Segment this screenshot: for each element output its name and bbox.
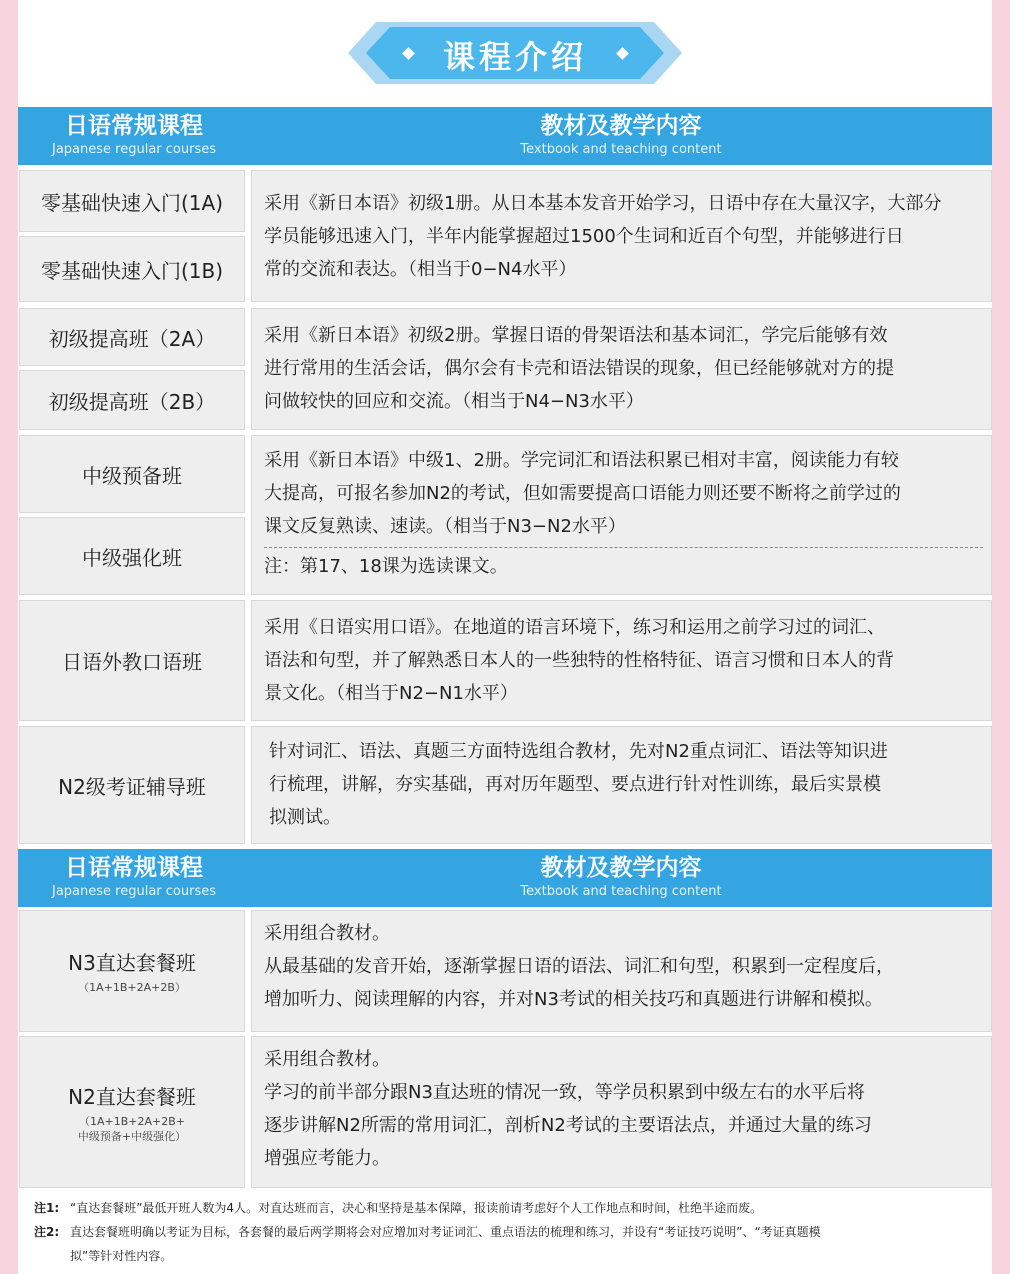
content-line: 拟测试。 [269, 807, 341, 828]
course-subtitle: （1A+1B+2A+2B+ [78, 1114, 185, 1128]
content-line: 大提高，可报名参加N2的考试，但如需要提高口语能力则还要不断将之前学过的 [264, 483, 901, 504]
header-right-subtitle: Textbook and teaching content [520, 142, 722, 157]
course-content-cell [251, 170, 992, 302]
content-line: 采用《新日本语》初级1册。从日本基本发音开始学习，日语中存在大量汉字，大部分 [264, 193, 942, 214]
content-line: 逐步讲解N2所需的常用词汇，剖析N2考试的主要语法点，并通过大量的练习 [264, 1115, 872, 1136]
course-name: N2级考证辅导班 [58, 774, 206, 799]
course-name: 零基础快速入门(1A) [40, 190, 223, 215]
content-line: 采用《日语实用口语》。在地道的语言环境下，练习和运用之前学习过的词汇、 [264, 617, 885, 638]
content-line: 采用《新日本语》初级2册。掌握日语的骨架语法和基本词汇，学完后能够有效 [264, 325, 888, 346]
content-line: 从最基础的发音开始，逐渐掌握日语的语法、词汇和句型，积累到一定程度后， [264, 956, 894, 977]
header-right-subtitle: Textbook and teaching content [520, 884, 722, 899]
course-name-cell [19, 1036, 245, 1188]
course-content-cell [251, 1036, 992, 1188]
course-name-cell [19, 370, 245, 430]
course-content-cell [251, 600, 992, 721]
course-name: 中级强化班 [82, 545, 182, 570]
content-line: 采用组合教材。 [264, 1049, 390, 1070]
footnote-text: “直达套餐班”最低开班人数为4人。对直达班而言，决心和坚持是基本保障，报读前请考虑好个人工作地点和时间，杜绝半途而废。 [70, 1201, 763, 1215]
content-line: 采用《新日本语》中级1、2册。学完词汇和语法积累已相对丰富，阅读能力有较 [264, 450, 899, 471]
course-content-cell [251, 910, 992, 1032]
course-content-cell [251, 435, 992, 595]
content-line: 增强应考能力。 [264, 1148, 390, 1169]
course-name: N2直达套餐班 [68, 1084, 196, 1109]
footnote-2 [34, 1220, 974, 1268]
title-banner [348, 22, 682, 84]
page-title: 课程介绍 [442, 38, 587, 76]
header-left-subtitle: Japanese regular courses [52, 142, 216, 157]
footnote-1 [34, 1196, 974, 1220]
dashed-divider [264, 547, 983, 548]
course-name-cell [19, 435, 245, 513]
footnote-text-cont: 拟”等针对性内容。 [70, 1249, 173, 1263]
section-header [18, 107, 992, 165]
course-name-cell [19, 910, 245, 1032]
course-name: 中级预备班 [82, 463, 182, 488]
content-line: 采用组合教材。 [264, 923, 390, 944]
content-line: 增加听力、阅读理解的内容，并对N3考试的相关技巧和真题进行讲解和模拟。 [264, 989, 883, 1010]
course-name-cell [19, 236, 245, 302]
header-right-title: 教材及教学内容 [540, 113, 702, 139]
course-name-cell [19, 600, 245, 721]
header-left-title: 日语常规课程 [65, 855, 203, 881]
content-line: 问做较快的回应和交流。（相当于N4−N3水平） [264, 391, 644, 412]
footnote-key: 注1: [34, 1201, 60, 1215]
content-line: 学员能够迅速入门，半年内能掌握超过1500个生词和近百个句型，并能够进行日 [264, 226, 904, 247]
course-name-cell [19, 308, 245, 366]
content-line: 语法和句型，并了解熟悉日本人的一些独特的性格特征、语言习惯和日本人的背 [264, 650, 894, 671]
course-subtitle: （1A+1B+2A+2B） [78, 981, 186, 994]
content-line: 景文化。（相当于N2−N1水平） [264, 683, 518, 704]
course-name-cell [19, 726, 245, 844]
footnote-key: 注2: [34, 1225, 60, 1239]
content-line: 进行常用的生活会话，偶尔会有卡壳和语法错误的现象，但已经能够就对方的提 [264, 358, 894, 379]
content-line: 学习的前半部分跟N3直达班的情况一致，等学员积累到中级左右的水平后将 [264, 1082, 865, 1103]
course-intro-page [18, 0, 992, 1274]
course-name: 初级提高班（2A） [48, 326, 216, 351]
content-line: 行梳理，讲解，夯实基础，再对历年题型、要点进行针对性训练，最后实景模 [269, 774, 881, 795]
course-content-cell [251, 308, 992, 430]
footnote-text: 直达套餐班明确以考证为目标，各套餐的最后两学期将会对应增加对考证词汇、重点语法的梳理和练习，并设有“考证技巧说明”、“考证真题模 [70, 1225, 821, 1239]
header-right-title: 教材及教学内容 [540, 855, 702, 881]
content-line: 课文反复熟读、速读。（相当于N3−N2水平） [264, 516, 626, 537]
course-name: 日语外教口语班 [62, 650, 202, 674]
content-line: 针对词汇、语法、真题三方面特选组合教材，先对N2重点词汇、语法等知识进 [269, 741, 888, 762]
section-header [18, 849, 992, 907]
content-line: 常的交流和表达。（相当于0−N4水平） [264, 259, 577, 280]
course-content-cell [251, 726, 992, 844]
content-note: 注：第17、18课为选读课文。 [264, 556, 508, 577]
header-left-subtitle: Japanese regular courses [52, 884, 216, 899]
course-name: N3直达套餐班 [68, 951, 196, 975]
course-name: 初级提高班（2B） [48, 389, 216, 414]
course-subtitle: 中级预备+中级强化） [77, 1129, 187, 1143]
course-name-cell [19, 517, 245, 595]
course-name: 零基础快速入门(1B) [40, 258, 224, 283]
header-left-title: 日语常规课程 [65, 113, 203, 139]
course-name-cell [19, 170, 245, 232]
